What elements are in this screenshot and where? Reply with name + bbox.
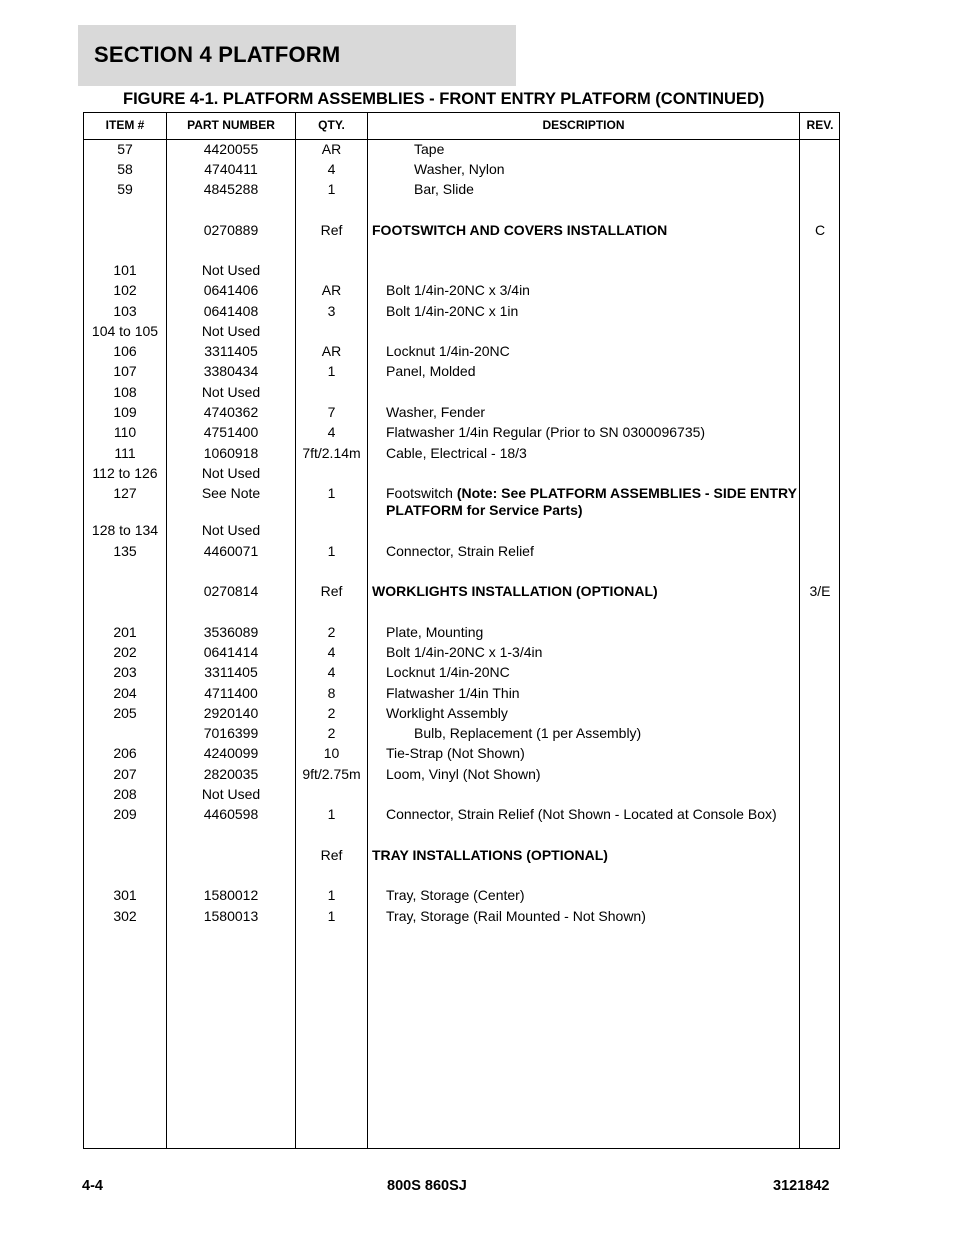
item-number: 101 xyxy=(113,262,137,278)
description xyxy=(372,343,806,360)
item-number: 107 xyxy=(113,363,137,379)
description xyxy=(372,161,834,178)
item-number: 203 xyxy=(113,664,137,680)
header-item: ITEM # xyxy=(105,118,145,132)
item-number: 112 to 126 xyxy=(92,465,158,481)
header-description: DESCRIPTION xyxy=(542,118,625,132)
description xyxy=(372,766,806,783)
quantity: 3 xyxy=(327,303,336,319)
part-number: 4740362 xyxy=(203,404,259,420)
header-rev: REV. xyxy=(806,118,834,132)
description-text: WORKLIGHTS INSTALLATION (OPTIONAL) xyxy=(372,583,658,599)
part-number: 2920140 xyxy=(203,705,259,721)
header-divider xyxy=(84,139,839,140)
footer-model: 800S 860SJ xyxy=(387,1178,467,1194)
description xyxy=(372,303,806,320)
item-number: 109 xyxy=(113,404,137,420)
revision: C xyxy=(814,222,826,238)
description xyxy=(372,141,834,158)
parts-table xyxy=(83,112,840,1149)
item-number: 201 xyxy=(113,624,137,640)
quantity: 1 xyxy=(327,806,336,822)
description-text: Panel, Molded xyxy=(386,363,476,379)
item-number: 208 xyxy=(113,786,137,802)
quantity: 4 xyxy=(327,161,336,177)
part-number: 4460071 xyxy=(203,543,259,559)
description-text: Bolt 1/4in-20NC x 3/4in xyxy=(386,282,530,298)
header-qty: QTY. xyxy=(318,118,345,132)
section-title: SECTION 4 PLATFORM xyxy=(94,42,341,67)
description xyxy=(372,543,806,560)
item-number: 106 xyxy=(113,343,137,359)
part-number: 0641406 xyxy=(203,282,259,298)
item-number: 110 xyxy=(113,424,137,440)
part-number: 4845288 xyxy=(203,181,259,197)
description-text: Tie-Strap (Not Shown) xyxy=(386,745,525,761)
part-number: 4460598 xyxy=(203,806,259,822)
column-divider xyxy=(367,113,368,1148)
description xyxy=(372,745,806,762)
part-number: Not Used xyxy=(201,262,261,278)
item-number: 108 xyxy=(113,384,137,400)
part-number: 4420055 xyxy=(203,141,259,157)
part-number: 4711400 xyxy=(204,685,258,701)
quantity: 4 xyxy=(327,424,336,440)
description-text: Flatwasher 1/4in Thin xyxy=(386,685,520,701)
footer-doc-number: 3121842 xyxy=(773,1178,830,1194)
item-number: 104 to 105 xyxy=(91,323,159,339)
description-text: TRAY INSTALLATIONS (OPTIONAL) xyxy=(372,847,608,863)
description-text: Connector, Strain Relief xyxy=(386,543,534,559)
description-text: Plate, Mounting xyxy=(386,624,484,640)
item-number: 58 xyxy=(117,161,133,177)
description xyxy=(372,624,806,641)
quantity: 1 xyxy=(327,485,336,501)
quantity: 7 xyxy=(327,404,336,420)
description xyxy=(372,404,806,421)
description-text: Bolt 1/4in-20NC x 1in xyxy=(386,303,519,319)
item-number: 302 xyxy=(113,908,137,924)
description xyxy=(372,282,806,299)
item-number: 207 xyxy=(113,766,137,782)
quantity: 9ft/2.75m xyxy=(302,766,361,782)
description xyxy=(372,908,806,925)
description xyxy=(372,806,806,823)
description-text: Bulb, Replacement (1 per Assembly) xyxy=(414,725,642,741)
quantity: 2 xyxy=(327,705,336,721)
description xyxy=(372,725,834,742)
description-text: Footswitch xyxy=(386,485,457,501)
part-number: Not Used xyxy=(201,786,261,802)
part-number: 0641414 xyxy=(203,644,259,660)
part-number: 3380434 xyxy=(203,363,259,379)
item-number: 204 xyxy=(113,685,137,701)
part-number: Not Used xyxy=(201,384,261,400)
part-number: 0270889 xyxy=(203,222,259,238)
part-number: 2820035 xyxy=(203,766,259,782)
part-number: 3311405 xyxy=(204,343,258,359)
part-number: 3536089 xyxy=(203,624,259,640)
quantity: 4 xyxy=(327,644,336,660)
description xyxy=(372,887,806,904)
part-number: 0641408 xyxy=(203,303,259,319)
quantity: AR xyxy=(321,282,342,298)
description-text: Washer, Fender xyxy=(386,404,486,420)
description xyxy=(372,685,806,702)
part-number: 1580012 xyxy=(203,887,259,903)
header-part-number: PART NUMBER xyxy=(187,118,275,132)
quantity: 2 xyxy=(327,624,336,640)
quantity: 1 xyxy=(327,908,336,924)
description xyxy=(372,363,806,380)
description xyxy=(372,424,806,441)
part-number: 3311405 xyxy=(204,664,258,680)
item-number: 205 xyxy=(113,705,137,721)
item-number: 59 xyxy=(117,181,133,197)
description-text: Locknut 1/4in-20NC xyxy=(386,343,510,359)
quantity: 1 xyxy=(327,363,336,379)
part-number: 7016399 xyxy=(203,725,259,741)
revision: 3/E xyxy=(809,583,831,599)
description xyxy=(372,847,792,864)
description xyxy=(372,222,792,239)
description-note: (Note: See PLATFORM ASSEMBLIES - SIDE ENTRY PLATFORM for Service Parts) xyxy=(386,485,797,518)
part-number: Not Used xyxy=(201,323,261,339)
description xyxy=(372,181,834,198)
description-text: FOOTSWITCH AND COVERS INSTALLATION xyxy=(372,222,668,238)
item-number: 111 xyxy=(114,445,136,461)
part-number: 1060918 xyxy=(203,445,259,461)
item-number: 127 xyxy=(113,485,137,501)
item-number: 102 xyxy=(113,282,137,298)
item-number: 128 to 134 xyxy=(91,522,159,538)
quantity: 7ft/2.14m xyxy=(302,445,361,461)
quantity: Ref xyxy=(320,847,343,863)
footer-page-number: 4-4 xyxy=(82,1178,103,1194)
item-number: 206 xyxy=(113,745,137,761)
item-number: 103 xyxy=(113,303,137,319)
part-number: 1580013 xyxy=(203,908,259,924)
item-number: 202 xyxy=(113,644,137,660)
part-number: Not Used xyxy=(201,465,261,481)
description xyxy=(372,583,792,600)
quantity: 2 xyxy=(327,725,336,741)
description-text: Connector, Strain Relief (Not Shown - Located at Console Box) xyxy=(386,806,777,822)
quantity: 1 xyxy=(327,181,336,197)
quantity: 10 xyxy=(323,745,340,761)
part-number: Not Used xyxy=(201,522,261,538)
description-text: Cable, Electrical - 18/3 xyxy=(386,445,527,461)
section-header-box xyxy=(78,25,516,86)
part-number: 4740411 xyxy=(204,161,258,177)
description xyxy=(372,644,806,661)
quantity: 4 xyxy=(327,664,336,680)
part-number: 0270814 xyxy=(203,583,259,599)
quantity: 1 xyxy=(327,887,336,903)
figure-title: FIGURE 4-1. PLATFORM ASSEMBLIES - FRONT ENTRY PLATFORM (CONTINUED) xyxy=(123,90,765,108)
description xyxy=(372,705,806,722)
quantity: AR xyxy=(321,343,342,359)
quantity: Ref xyxy=(320,222,343,238)
part-number: 4751400 xyxy=(203,424,259,440)
description-text: Flatwasher 1/4in Regular (Prior to SN 0300096735) xyxy=(386,424,706,440)
description xyxy=(372,664,806,681)
description-text: Loom, Vinyl (Not Shown) xyxy=(386,766,541,782)
item-number: 209 xyxy=(113,806,137,822)
description-text: Tray, Storage (Center) xyxy=(386,887,525,903)
quantity: 8 xyxy=(327,685,336,701)
description xyxy=(372,445,806,462)
quantity: 1 xyxy=(327,543,336,559)
description-text: Bolt 1/4in-20NC x 1-3/4in xyxy=(386,644,543,660)
description-text: Tape xyxy=(414,141,445,157)
description-text: Worklight Assembly xyxy=(386,705,508,721)
part-number: 4240099 xyxy=(203,745,259,761)
description-text: Tray, Storage (Rail Mounted - Not Shown) xyxy=(386,908,646,924)
description xyxy=(372,485,806,519)
description-text: Locknut 1/4in-20NC xyxy=(386,664,510,680)
item-number: 135 xyxy=(113,543,137,559)
description-text: Washer, Nylon xyxy=(414,161,505,177)
part-number: See Note xyxy=(201,485,261,501)
item-number: 301 xyxy=(113,887,137,903)
quantity: Ref xyxy=(320,583,343,599)
description-text: Bar, Slide xyxy=(414,181,474,197)
quantity: AR xyxy=(321,141,342,157)
item-number: 57 xyxy=(117,141,133,157)
